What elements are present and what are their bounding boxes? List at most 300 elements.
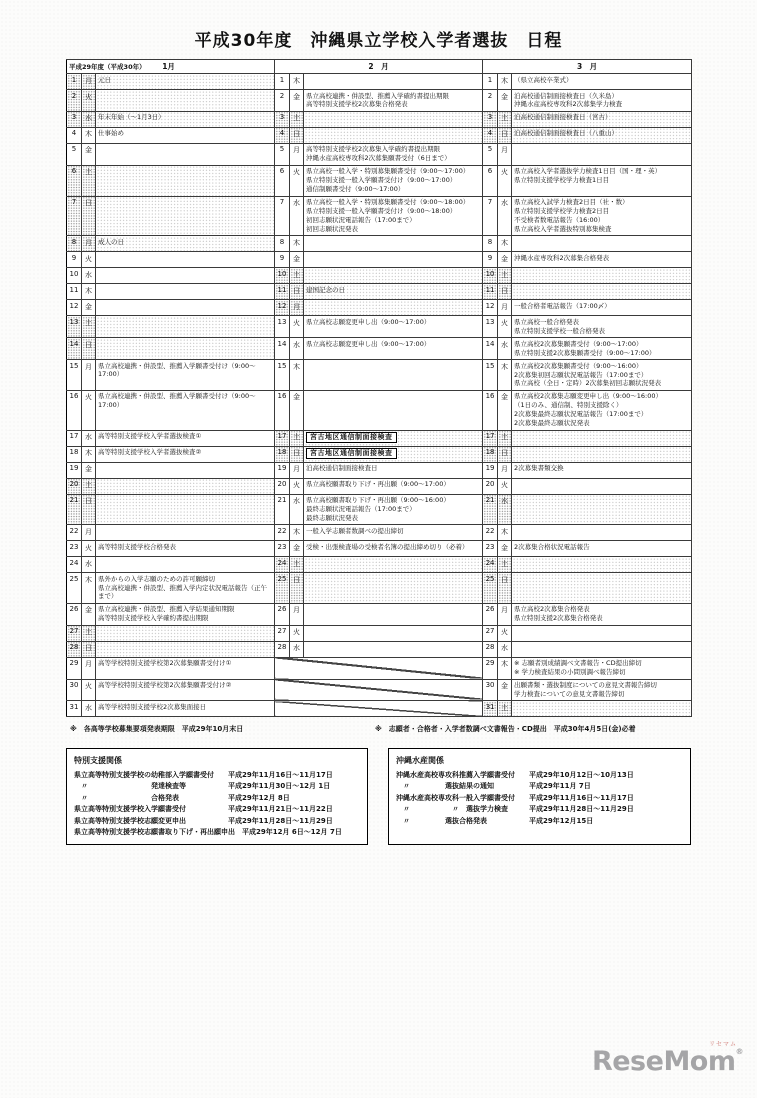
events-cell xyxy=(512,165,692,196)
day-number-cell: 26 xyxy=(67,603,82,625)
day-number-cell: 13 xyxy=(67,316,82,338)
weekday-cell: 日 xyxy=(290,127,304,143)
weekday-cell: 月 xyxy=(498,462,512,478)
events-cell xyxy=(304,111,483,127)
day-number-cell: 3 xyxy=(275,111,290,127)
weekday-cell: 金 xyxy=(82,462,96,478)
event-item: （1日のみ、通信制、特別支援除く） xyxy=(514,401,623,410)
events-cell xyxy=(304,165,483,196)
event-item: 高等学校特別支援学校第2次募集願書受付け② xyxy=(98,681,232,689)
event-item: 県立高校入試学力検査2日目（社・数） xyxy=(514,198,629,207)
weekday-cell: 木 xyxy=(498,360,512,391)
events-cell xyxy=(304,603,483,625)
day-number-cell: 11 xyxy=(67,284,82,300)
event-item: 一般合格者電話報告（17:00〆） xyxy=(514,301,611,310)
events-cell xyxy=(304,541,483,557)
events-cell xyxy=(512,430,692,446)
weekday-cell: 日 xyxy=(82,338,96,360)
weekday-cell: 火 xyxy=(498,165,512,196)
weekday-cell: 金 xyxy=(290,541,304,557)
day-number-cell: 6 xyxy=(483,165,498,196)
weekday-cell: 月 xyxy=(498,603,512,625)
weekday-cell: 水 xyxy=(82,557,96,573)
event-item: 高等特別支援学校2次募集入学確約書提出期限 xyxy=(306,145,441,154)
weekday-cell: 土 xyxy=(290,430,304,446)
day-number-cell: 22 xyxy=(275,525,290,541)
event-item: 宮古地区通信制面接検査 xyxy=(306,448,397,459)
events-cell xyxy=(512,268,692,284)
events-cell xyxy=(96,641,275,657)
day-number-cell: 16 xyxy=(67,390,82,430)
day-number-cell: 15 xyxy=(67,360,82,391)
box-line: 〃 〃 選抜学力検査 平成29年11月28日～11月29日 xyxy=(396,805,634,814)
day-number-cell: 16 xyxy=(275,390,290,430)
event-item: 沖縄水産高校専攻科2次募集願書受付（6日まで） xyxy=(306,154,451,163)
day-number-cell: 11 xyxy=(483,284,498,300)
events-cell xyxy=(304,127,483,143)
day-row xyxy=(67,701,692,717)
event-item: 県立高校一般合格発表 xyxy=(514,317,580,326)
events-cell xyxy=(512,679,692,701)
day-number-cell: 5 xyxy=(483,143,498,165)
month-label-january: 1月 xyxy=(162,62,175,71)
day-number-cell: 20 xyxy=(275,478,290,494)
day-row xyxy=(67,625,692,641)
weekday-cell: 水 xyxy=(82,701,96,717)
events-cell xyxy=(96,360,275,391)
event-item: 泊高校通信制面接検査日（久米島） xyxy=(514,91,619,100)
events-cell xyxy=(512,625,692,641)
day-row xyxy=(67,268,692,284)
weekday-cell: 土 xyxy=(290,268,304,284)
day-number-cell: 3 xyxy=(483,111,498,127)
weekday-cell: 金 xyxy=(82,603,96,625)
day-number-cell: 20 xyxy=(67,478,82,494)
weekday-cell: 土 xyxy=(82,625,96,641)
weekday-cell: 水 xyxy=(82,430,96,446)
day-number-cell: 21 xyxy=(483,494,498,525)
event-item: 県立特別支援2次募集願書受付（9:00～17:00） xyxy=(514,348,656,357)
events-cell xyxy=(96,478,275,494)
footnotes xyxy=(70,724,695,734)
day-number-cell: 18 xyxy=(483,446,498,462)
events-cell xyxy=(512,657,692,679)
resemom-logo xyxy=(591,1041,743,1077)
day-number-cell: 2 xyxy=(483,90,498,112)
month-header-march xyxy=(483,60,692,74)
weekday-cell: 土 xyxy=(498,430,512,446)
month-header-february xyxy=(275,60,483,74)
events-cell xyxy=(512,316,692,338)
special-box xyxy=(388,748,691,844)
weekday-cell: 日 xyxy=(290,573,304,603)
special-box-lines xyxy=(396,770,683,828)
day-number-cell: 11 xyxy=(275,284,290,300)
events-cell xyxy=(96,625,275,641)
events-cell xyxy=(96,316,275,338)
weekday-cell: 火 xyxy=(290,625,304,641)
event-item: 県立高校連携・併設型、推薦入学願書受付け（9:00～17:00） xyxy=(98,361,256,378)
footnote-publication-deadline: ※ 各高等学校募集要項発表期限 平成29年10月末日 xyxy=(70,725,244,734)
events-cell xyxy=(512,338,692,360)
event-item: 県立特別支援学校学力検査1日目 xyxy=(514,176,610,185)
event-item: 2次募集書類交換 xyxy=(514,464,564,473)
event-item: 県立特別支援学校一般合格発表 xyxy=(514,326,606,335)
day-number-cell: 5 xyxy=(275,143,290,165)
day-number-cell: 3 xyxy=(67,111,82,127)
events-cell xyxy=(96,603,275,625)
day-row xyxy=(67,657,692,679)
weekday-cell: 月 xyxy=(290,603,304,625)
weekday-cell: 日 xyxy=(290,446,304,462)
weekday-cell: 土 xyxy=(498,557,512,573)
day-number-cell: 18 xyxy=(67,446,82,462)
event-item: 県立高校2次募集合格発表 xyxy=(514,605,590,614)
events-cell xyxy=(304,268,483,284)
events-cell xyxy=(96,196,275,236)
weekday-cell: 水 xyxy=(290,641,304,657)
day-number-cell: 4 xyxy=(483,127,498,143)
day-number-cell: 15 xyxy=(483,360,498,391)
events-cell xyxy=(304,196,483,236)
event-item: 沖縄水産専攻科2次募集合格発表 xyxy=(514,253,610,262)
event-item: 高等特別支援学校入学者選抜検査① xyxy=(98,432,202,441)
day-number-cell: 17 xyxy=(275,430,290,446)
event-item: 県立高校入学者選抜特別募集検査 xyxy=(514,224,612,233)
event-item: 出願書類・選抜制度についての意見文書報告締切 xyxy=(514,681,657,689)
nonexistent-day-cell xyxy=(275,701,483,717)
weekday-cell: 水 xyxy=(290,196,304,236)
day-number-cell: 21 xyxy=(275,494,290,525)
events-cell xyxy=(512,701,692,717)
weekday-cell: 日 xyxy=(82,196,96,236)
weekday-cell: 木 xyxy=(290,360,304,391)
weekday-cell: 火 xyxy=(498,625,512,641)
special-box-title: 特別支援関係 xyxy=(74,756,122,766)
events-cell xyxy=(512,525,692,541)
events-cell xyxy=(96,127,275,143)
day-number-cell: 4 xyxy=(67,127,82,143)
events-cell xyxy=(304,236,483,252)
day-row xyxy=(67,360,692,391)
box-line: 〃 選抜結果の通知 平成29年11月 7日 xyxy=(396,782,591,791)
day-row xyxy=(67,284,692,300)
weekday-cell: 土 xyxy=(290,557,304,573)
day-row xyxy=(67,641,692,657)
footnote-report-deadline: ※ 志願者・合格者・入学者数調べ文書報告・CD提出 平成30年4月5日(金)必着 xyxy=(375,725,636,734)
day-row xyxy=(67,143,692,165)
events-cell xyxy=(304,430,483,446)
events-cell xyxy=(96,525,275,541)
day-number-cell: 25 xyxy=(483,573,498,603)
box-line: 〃 選抜合格発表 平成29年12月15日 xyxy=(396,816,594,825)
events-cell xyxy=(304,284,483,300)
event-item: 高等特別支援学校入学者選抜検査② xyxy=(98,448,202,457)
events-cell xyxy=(96,679,275,701)
events-cell xyxy=(512,74,692,90)
box-line: 県立高等特別支援学校志願変更申出 平成29年11月28日～11月29日 xyxy=(74,816,333,825)
day-row xyxy=(67,165,692,196)
day-number-cell: 14 xyxy=(67,338,82,360)
event-item: 学力検査についての意見文書報告締切 xyxy=(514,689,625,698)
events-cell xyxy=(512,603,692,625)
event-item: 泊高校通信制面接検査日（宮古） xyxy=(514,113,612,122)
day-row xyxy=(67,573,692,603)
box-line: 県立高等特別支援学校の幼稚部入学願書受付 平成29年11月16日～11月17日 xyxy=(74,770,333,779)
events-cell xyxy=(512,390,692,430)
event-item: 高等特別支援学校入学確約書提出期限 xyxy=(98,614,209,623)
event-item: 仕事始め xyxy=(98,129,124,138)
events-cell xyxy=(304,625,483,641)
weekday-cell: 木 xyxy=(290,74,304,90)
events-cell xyxy=(304,573,483,603)
special-box-lines xyxy=(74,770,360,839)
weekday-cell: 木 xyxy=(498,525,512,541)
events-cell xyxy=(96,90,275,112)
weekday-cell: 火 xyxy=(82,679,96,701)
day-row xyxy=(67,494,692,525)
weekday-cell: 金 xyxy=(290,252,304,268)
event-item: 受検・出張検査場の受検者名簿の提出締め切り（必着） xyxy=(306,542,469,551)
event-item: 県立特別支援一般入学願書受付け（9:00～18:00） xyxy=(306,207,457,215)
weekday-cell: 火 xyxy=(82,90,96,112)
weekday-cell: 木 xyxy=(290,525,304,541)
events-cell xyxy=(304,252,483,268)
events-cell xyxy=(512,478,692,494)
day-row xyxy=(67,430,692,446)
weekday-cell: 月 xyxy=(498,143,512,165)
event-item: 県外からの入学志願のための許可願締切 xyxy=(98,574,215,583)
event-item: 県立高校2次募集願書受付（9:00～17:00） xyxy=(514,339,643,348)
events-cell xyxy=(304,360,483,391)
day-number-cell: 10 xyxy=(67,268,82,284)
weekday-cell: 月 xyxy=(498,300,512,316)
day-number-cell: 23 xyxy=(275,541,290,557)
weekday-cell: 月 xyxy=(290,300,304,316)
weekday-cell: 火 xyxy=(498,478,512,494)
weekday-cell: 日 xyxy=(498,284,512,300)
month-header-row xyxy=(67,60,692,74)
day-number-cell: 24 xyxy=(67,557,82,573)
weekday-cell: 土 xyxy=(82,478,96,494)
day-number-cell: 24 xyxy=(483,557,498,573)
day-number-cell: 7 xyxy=(483,196,498,236)
day-number-cell: 15 xyxy=(275,360,290,391)
day-number-cell: 30 xyxy=(483,679,498,701)
weekday-cell: 木 xyxy=(82,446,96,462)
day-row xyxy=(67,478,692,494)
weekday-cell: 月 xyxy=(82,74,96,90)
day-number-cell: 6 xyxy=(275,165,290,196)
events-cell xyxy=(96,446,275,462)
events-cell xyxy=(304,390,483,430)
day-number-cell: 8 xyxy=(483,236,498,252)
day-number-cell: 21 xyxy=(67,494,82,525)
day-row xyxy=(67,252,692,268)
day-number-cell: 19 xyxy=(67,462,82,478)
schedule-table xyxy=(66,59,692,717)
event-item: 泊高校通信制面接検査日 xyxy=(306,464,378,473)
events-cell xyxy=(96,300,275,316)
events-cell xyxy=(512,641,692,657)
weekday-cell: 土 xyxy=(82,316,96,338)
day-row xyxy=(67,90,692,112)
document-page xyxy=(0,26,757,1077)
events-cell xyxy=(96,284,275,300)
events-cell xyxy=(96,494,275,525)
special-boxes xyxy=(66,748,757,844)
day-number-cell: 7 xyxy=(67,196,82,236)
events-cell xyxy=(512,541,692,557)
event-item: 高等学校特別支援学校第2次募集願書受付け① xyxy=(98,659,232,668)
weekday-cell: 木 xyxy=(498,657,512,679)
event-item: 2次募集最終志願状況電話報告（17:00まで） xyxy=(514,410,648,419)
events-cell xyxy=(304,143,483,165)
event-item: 県立高校連携・併設型、推薦入学確約書提出期限 xyxy=(306,91,449,100)
events-cell xyxy=(304,74,483,90)
weekday-cell: 月 xyxy=(82,360,96,391)
weekday-cell: 金 xyxy=(290,90,304,112)
weekday-cell: 木 xyxy=(82,284,96,300)
box-line: 〃 発達検査等 平成29年11月30日～12月 1日 xyxy=(74,782,331,791)
box-line: 〃 合格発表 平成29年12月 8日 xyxy=(74,793,290,802)
weekday-cell: 金 xyxy=(82,300,96,316)
events-cell xyxy=(512,236,692,252)
day-number-cell: 28 xyxy=(67,641,82,657)
day-number-cell: 28 xyxy=(275,641,290,657)
event-item: 最終志願状況発表 xyxy=(306,514,358,522)
weekday-cell: 日 xyxy=(498,127,512,143)
weekday-cell: 火 xyxy=(498,316,512,338)
events-cell xyxy=(304,494,483,525)
event-item: 県立高校連携・併設型、推薦入学内定状況電話報告（正午まで） xyxy=(98,583,267,601)
event-item: 年末年始（～1月3日） xyxy=(98,113,165,122)
weekday-cell: 木 xyxy=(498,74,512,90)
event-item: 沖縄水産高校専攻科2次募集学力検査 xyxy=(514,100,623,109)
day-number-cell: 2 xyxy=(67,90,82,112)
event-item: 2次募集最終志願状況発表 xyxy=(514,419,590,428)
events-cell xyxy=(512,284,692,300)
events-cell xyxy=(96,657,275,679)
day-number-cell: 2 xyxy=(275,90,290,112)
day-number-cell: 1 xyxy=(275,74,290,90)
event-item: 不受検者数電話報告（16:00） xyxy=(514,215,605,224)
events-cell xyxy=(512,90,692,112)
day-number-cell: 9 xyxy=(483,252,498,268)
box-line: 県立高等特別支援学校志願書取り下げ・再出願申出 平成29年12月 6日～12月 7日 xyxy=(74,828,342,837)
weekday-cell: 木 xyxy=(498,236,512,252)
weekday-cell: 水 xyxy=(498,494,512,525)
day-number-cell: 6 xyxy=(67,165,82,196)
day-row xyxy=(67,390,692,430)
events-cell xyxy=(96,430,275,446)
day-number-cell: 12 xyxy=(275,300,290,316)
day-number-cell: 5 xyxy=(67,143,82,165)
events-cell xyxy=(96,573,275,603)
day-number-cell: 13 xyxy=(483,316,498,338)
events-cell xyxy=(304,525,483,541)
month-header-january xyxy=(67,60,275,74)
day-row xyxy=(67,127,692,143)
events-cell xyxy=(304,641,483,657)
weekday-cell: 月 xyxy=(290,462,304,478)
day-number-cell: 1 xyxy=(67,74,82,90)
event-item: 宮古地区通信制面接検査 xyxy=(306,432,397,443)
day-number-cell: 31 xyxy=(67,701,82,717)
day-row xyxy=(67,525,692,541)
weekday-cell: 水 xyxy=(498,338,512,360)
day-number-cell: 23 xyxy=(67,541,82,557)
day-number-cell: 17 xyxy=(67,430,82,446)
weekday-cell: 水 xyxy=(290,338,304,360)
event-item: 県立特別支援2次募集合格発表 xyxy=(514,614,603,623)
events-cell xyxy=(96,165,275,196)
nonexistent-day-cell xyxy=(275,679,483,701)
events-cell xyxy=(512,360,692,391)
day-number-cell: 9 xyxy=(67,252,82,268)
day-row xyxy=(67,446,692,462)
weekday-cell: 金 xyxy=(498,90,512,112)
day-number-cell: 20 xyxy=(483,478,498,494)
day-row xyxy=(67,300,692,316)
day-number-cell: 23 xyxy=(483,541,498,557)
events-cell xyxy=(512,462,692,478)
event-item: 高等特別支援学校2次募集合格発表 xyxy=(306,100,408,109)
day-number-cell: 19 xyxy=(483,462,498,478)
events-cell xyxy=(512,573,692,603)
day-row xyxy=(67,603,692,625)
day-number-cell: 14 xyxy=(275,338,290,360)
special-box xyxy=(66,748,368,844)
weekday-cell: 日 xyxy=(498,573,512,603)
day-number-cell: 27 xyxy=(67,625,82,641)
weekday-cell: 木 xyxy=(82,127,96,143)
box-line: 県立高等特別支援学校入学願書受付 平成29年11月21日～11月22日 xyxy=(74,805,333,814)
events-cell xyxy=(512,494,692,525)
page-title: 平成30年度 沖縄県立学校入学者選抜 日程 xyxy=(194,31,563,51)
weekday-cell: 火 xyxy=(82,252,96,268)
weekday-cell: 日 xyxy=(290,284,304,300)
weekday-cell: 水 xyxy=(82,268,96,284)
month-label-march: 3 月 xyxy=(576,62,598,71)
events-cell xyxy=(512,300,692,316)
event-item: 泊高校通信制面接検査日（八重山） xyxy=(514,129,619,138)
day-number-cell: 7 xyxy=(275,196,290,236)
weekday-cell: 金 xyxy=(498,679,512,701)
weekday-cell: 日 xyxy=(498,446,512,462)
events-cell xyxy=(96,390,275,430)
day-number-cell: 19 xyxy=(275,462,290,478)
events-cell xyxy=(304,462,483,478)
events-cell xyxy=(512,127,692,143)
day-number-cell: 29 xyxy=(483,657,498,679)
event-item: 2次募集合格状況電話報告 xyxy=(514,542,590,551)
event-item: 建国記念の日 xyxy=(306,285,345,294)
day-number-cell: 22 xyxy=(483,525,498,541)
weekday-cell: 金 xyxy=(498,541,512,557)
events-cell xyxy=(512,252,692,268)
box-line: 沖縄水産高校専攻科一般入学願書受付 平成29年11月16日～11月17日 xyxy=(396,793,634,802)
day-number-cell: 25 xyxy=(67,573,82,603)
day-row xyxy=(67,316,692,338)
events-cell xyxy=(96,701,275,717)
events-cell xyxy=(304,338,483,360)
event-item: 県立高校志願変更申し出（9:00～17:00） xyxy=(306,317,431,326)
resemom-logo-text: ReseMom xyxy=(591,1046,736,1077)
events-cell xyxy=(96,111,275,127)
event-item: 県立高校連携・併設型、推薦入学結果通知期限 xyxy=(98,605,235,614)
event-item: 2次募集初回志願状況電話報告（17:00まで） xyxy=(514,370,648,379)
